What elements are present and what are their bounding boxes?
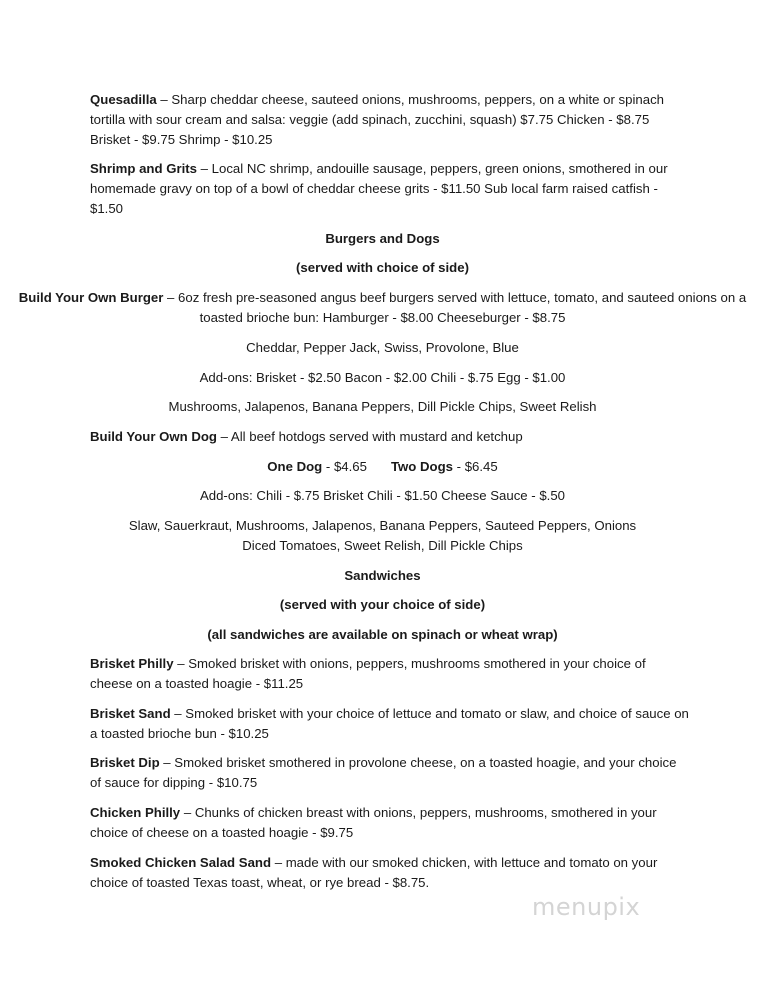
item-name: Shrimp and Grits [90,161,197,176]
item-desc: – Smoked brisket smothered in provolone cheese, on a toasted hoagie, and your choice of sauce for dipping - $10.75 [90,755,677,790]
menu-item-burger [0,288,765,328]
section-subheading-burgers: (served with choice of side) [296,260,469,275]
item-name: Build Your Own Burger [18,290,164,305]
burger-cheeses: Cheddar, Pepper Jack, Swiss, Provolone, Blue [246,340,519,355]
section-heading-sandwiches: Sandwiches [344,568,421,583]
menu-item-quesadilla [90,90,690,150]
menu-item-smoked-chicken-salad [90,853,690,893]
item-desc: – Smoked brisket with onions, peppers, mushrooms smothered in your choice of cheese on a toasted hoagie - $11.25 [90,656,646,691]
menu-item-brisket-philly [90,654,690,694]
item-desc: – Chunks of chicken breast with onions, peppers, mushrooms, smothered in your choice of cheese on a toasted hoagie - $9.75 [90,805,657,840]
item-name: Brisket Dip [90,755,160,770]
menu-item-dog [90,427,690,447]
item-name: Chicken Philly [90,805,181,820]
item-desc: – 6oz fresh pre-seasoned angus beef burgers served with lettuce, tomato, and sauteed onions on a toasted brioche bun: Hamburger - $8.00 Cheeseburger - $8.75 [163,290,747,325]
menu-item-brisket-dip [90,753,690,793]
item-name: Quesadilla [90,92,157,107]
item-name: Brisket Philly [90,656,174,671]
menu-item-brisket-sand [90,704,690,744]
item-name: Brisket Sand [90,706,171,721]
dog-addons: Add-ons: Chili - $.75 Brisket Chili - $1.50 Cheese Sauce - $.50 [199,488,566,503]
dog-toppings-line-1: Slaw, Sauerkraut, Mushrooms, Jalapenos, Banana Peppers, Sauteed Peppers, Onions [128,518,637,533]
menupix-watermark: menupix [532,893,641,921]
menu-item-chicken-philly [90,803,690,843]
dog-toppings-line-2: Diced Tomatoes, Sweet Relish, Dill Pickle Chips [242,538,523,553]
sandwiches-note: (all sandwiches are available on spinach or wheat wrap) [207,627,558,642]
item-desc: – Smoked brisket with your choice of lettuce and tomato or slaw, and choice of sauce on a toasted brioche bun - $10.25 [90,706,689,741]
item-desc: – Local NC shrimp, andouille sausage, peppers, green onions, smothered in our homemade gravy on top of a bowl of cheddar cheese grits - $11.50 Sub local farm raised catfish - $1.50 [90,161,668,216]
burger-toppings: Mushrooms, Jalapenos, Banana Peppers, Dill Pickle Chips, Sweet Relish [168,399,597,414]
item-name: Build Your Own Dog [90,429,217,444]
item-desc: – Sharp cheddar cheese, sauteed onions, mushrooms, peppers, on a white or spinach tortilla with sour cream and salsa: veggie (add spinach, zucchini, squash) $7.75 Chicken - $8.75 Brisket - $9.75 Shrimp - $10.25 [90,92,664,147]
dog-prices: One Dog - $4.65 Two Dogs - $6.45 [267,459,498,474]
item-desc: – All beef hotdogs served with mustard and ketchup [216,429,523,444]
burger-addons: Add-ons: Brisket - $2.50 Bacon - $2.00 Chili - $.75 Egg - $1.00 [199,370,566,385]
item-name: Smoked Chicken Salad Sand [90,855,272,870]
item-desc: – made with our smoked chicken, with lettuce and tomato on your choice of toasted Texas toast, wheat, or rye bread - $8.75. [90,855,658,890]
section-heading-burgers: Burgers and Dogs [325,231,440,246]
section-subheading-sandwiches: (served with your choice of side) [279,597,486,612]
menu-item-shrimp-grits [90,159,690,219]
